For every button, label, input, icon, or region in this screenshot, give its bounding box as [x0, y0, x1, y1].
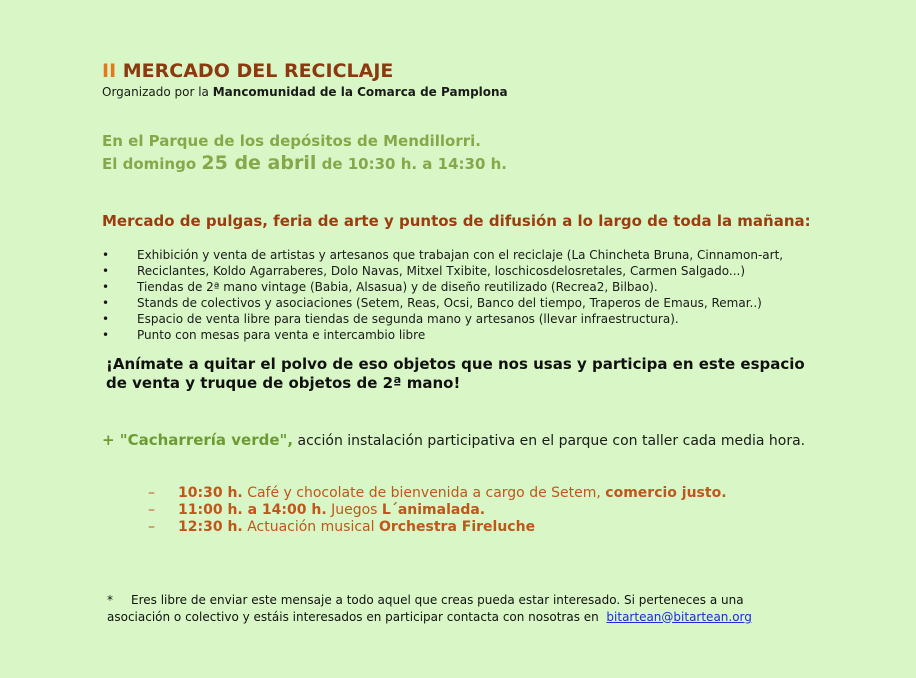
list-item: • Punto con mesas para venta e intercambio libre — [102, 327, 882, 343]
date-prefix: El domingo — [102, 155, 197, 173]
footer-star: * — [107, 593, 113, 607]
list-item: • Exhibición y venta de artistas y artesanos que trabajan con el reciclaje (La Chincheta Bruna, Cinnamon-art, — [102, 247, 882, 263]
list-item: • Espacio de venta libre para tiendas de segunda mano y artesanos (llevar infraestructura). — [102, 311, 882, 327]
schedule-list — [148, 485, 882, 536]
call-to-action — [106, 355, 882, 393]
event-hours: de 10:30 h. a 14:30 h. — [321, 155, 507, 173]
organizer-line — [102, 84, 882, 100]
footer-line — [107, 592, 882, 609]
contact-email-link[interactable]: bitartean@bitartean.org — [606, 609, 752, 624]
list-item: • Stands de colectivos y asociaciones (Setem, Reas, Ocsi, Banco del tiempo, Traperos de Emaus, Remar..) — [102, 295, 882, 311]
date-line — [102, 152, 882, 175]
location-block — [102, 130, 882, 175]
schedule-item — [148, 519, 882, 536]
organizer-name: Mancomunidad de la Comarca de Pamplona — [212, 85, 508, 99]
organizer-prefix: Organizado por la — [102, 85, 209, 99]
footer-line — [107, 609, 882, 626]
schedule-highlight: L´animalada. — [381, 502, 486, 518]
schedule-item — [148, 502, 882, 519]
cta-line: de venta y truque de objetos de 2ª mano! — [106, 374, 461, 392]
title-roman-numeral: II — [102, 60, 117, 82]
footer-text: Eres libre de enviar este mensaje a todo aquel que creas pueda estar interesado. Si perteneces a una — [131, 593, 744, 607]
footer-text: asociación o colectivo y estáis interesados en participar contacta con nosotras en — [107, 609, 599, 624]
event-date: 25 de abril — [201, 152, 317, 174]
schedule-highlight: Orchestra Fireluche — [378, 519, 536, 535]
cacharreria-name: + "Cacharrería verde", — [102, 431, 294, 449]
market-list — [102, 247, 882, 343]
schedule-time: 11:00 h. a 14:00 h. — [178, 502, 327, 518]
schedule-time: 10:30 h. — [178, 485, 243, 501]
footer-note — [107, 592, 882, 625]
schedule-text: Juegos — [331, 502, 378, 518]
location-line: En el Parque de los depósitos de Mendillorri. — [102, 132, 481, 150]
cacharreria-line — [102, 431, 882, 451]
schedule-time: 12:30 h. — [178, 519, 243, 535]
schedule-text: Café y chocolate de bienvenida a cargo de Setem, — [247, 485, 601, 501]
list-item: • Tiendas de 2ª mano vintage (Babia, Alsasua) y de diseño reutilizado (Recrea2, Bilbao). — [102, 279, 882, 295]
market-heading: Mercado de pulgas, feria de arte y puntos de difusión a lo largo de toda la mañana: — [102, 212, 811, 230]
schedule-text: Actuación musical — [247, 519, 375, 535]
flyer — [102, 58, 882, 625]
schedule-highlight: comercio justo. — [605, 485, 727, 501]
cacharreria-text: acción instalación participativa en el parque con taller cada media hora. — [297, 433, 806, 449]
schedule-item — [148, 485, 882, 502]
list-item: • Reciclantes, Koldo Agarraberes, Dolo Navas, Mitxel Txibite, loschicosdelosretales, Carmen Salgado...) — [102, 263, 882, 279]
title-text: MERCADO DEL RECICLAJE — [122, 60, 394, 82]
cta-line: ¡Anímate a quitar el polvo de eso objetos que nos usas y participa en este espacio — [106, 355, 805, 373]
page-title — [102, 58, 882, 84]
